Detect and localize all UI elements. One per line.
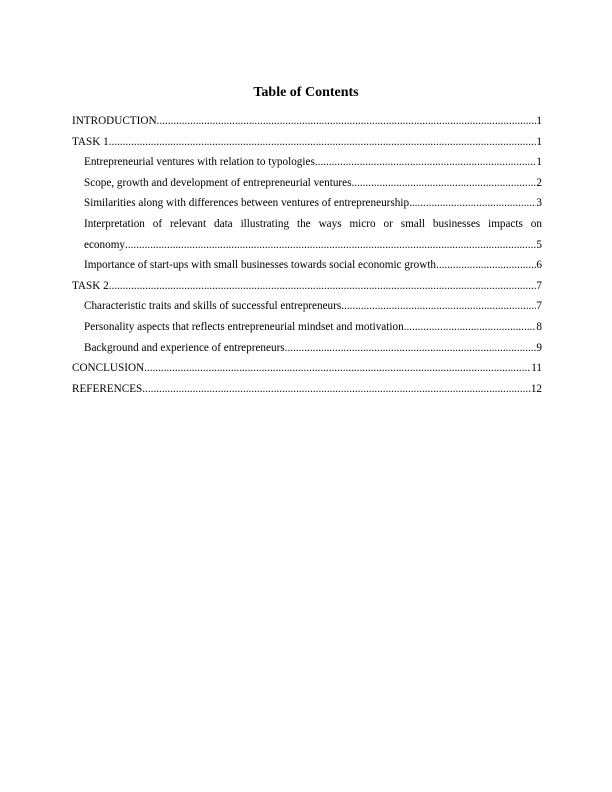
toc-dot-leader bbox=[109, 276, 537, 297]
toc-dot-leader bbox=[109, 132, 537, 153]
toc-page-number: 5 bbox=[536, 238, 542, 251]
toc-entry-ventures-typologies[interactable] bbox=[72, 152, 542, 173]
toc-list bbox=[72, 111, 542, 399]
toc-page-number: 12 bbox=[530, 382, 542, 395]
toc-dot-leader bbox=[351, 173, 536, 194]
toc-dot-leader bbox=[142, 379, 531, 400]
toc-entry-startups-importance[interactable] bbox=[72, 255, 542, 276]
toc-page-number: 1 bbox=[536, 135, 542, 148]
toc-dot-leader bbox=[409, 193, 536, 214]
toc-page-number: 1 bbox=[536, 115, 542, 127]
toc-entry-introduction[interactable] bbox=[72, 111, 542, 132]
toc-dot-leader bbox=[157, 111, 537, 132]
toc-entry-label: Personality aspects that reflects entrepreneurial mindset and motivation bbox=[84, 320, 404, 333]
toc-entry-label: INTRODUCTION bbox=[72, 115, 157, 127]
toc-entry-label: Entrepreneurial ventures with relation to typologies bbox=[84, 156, 315, 169]
toc-entry-interpretation-line1[interactable] bbox=[72, 214, 542, 235]
toc-page-number: 7 bbox=[536, 279, 542, 292]
toc-entry-references[interactable] bbox=[72, 379, 542, 400]
toc-entry-scope-growth[interactable] bbox=[72, 173, 542, 194]
toc-dot-leader bbox=[315, 152, 537, 173]
toc-entry-label: Background and experience of entrepreneurs bbox=[84, 341, 285, 354]
toc-page-number: 2 bbox=[536, 176, 542, 189]
toc-page-number: 11 bbox=[531, 362, 542, 375]
toc-dot-leader bbox=[436, 255, 536, 276]
toc-entry-conclusion[interactable] bbox=[72, 358, 542, 379]
toc-dot-leader bbox=[341, 296, 536, 317]
toc-entry-label: CONCLUSION bbox=[72, 362, 145, 375]
toc-entry-task-2[interactable] bbox=[72, 276, 542, 297]
toc-entry-personality-aspects[interactable] bbox=[72, 317, 542, 338]
toc-entry-label: Scope, growth and development of entrepreneurial ventures bbox=[84, 176, 352, 189]
toc-entry-traits-skills[interactable] bbox=[72, 296, 542, 317]
toc-dot-leader bbox=[144, 358, 531, 379]
toc-entry-label: TASK 2 bbox=[72, 279, 109, 292]
toc-entry-label: TASK 1 bbox=[72, 135, 109, 148]
toc-dot-leader bbox=[125, 235, 536, 256]
toc-entry-background-experience[interactable] bbox=[72, 338, 542, 359]
toc-page-number: 7 bbox=[536, 300, 542, 313]
toc-page-number: 8 bbox=[536, 320, 542, 333]
toc-entry-interpretation-line2[interactable] bbox=[72, 235, 542, 256]
toc-page-number: 9 bbox=[536, 341, 542, 354]
toc-entry-label: Importance of start-ups with small businesses towards social economic growth bbox=[84, 259, 437, 272]
toc-dot-leader bbox=[404, 317, 537, 338]
toc-entry-similarities-differences[interactable] bbox=[72, 193, 542, 214]
toc-entry-task-1[interactable] bbox=[72, 132, 542, 153]
toc-title: Table of Contents bbox=[253, 85, 359, 100]
toc-page-number: 1 bbox=[536, 156, 542, 169]
toc-entry-label: REFERENCES bbox=[72, 382, 143, 395]
toc-entry-label: Characteristic traits and skills of successful entrepreneurs bbox=[84, 300, 342, 313]
toc-entry-label: Interpretation of relevant data illustrating the ways micro or small businesses impacts on bbox=[84, 217, 542, 230]
toc-entry-label: economy bbox=[84, 238, 126, 251]
toc-page-number: 3 bbox=[536, 197, 542, 210]
toc-page-number: 6 bbox=[536, 259, 542, 272]
toc-dot-leader bbox=[285, 338, 537, 359]
toc-entry-label: Similarities along with differences between ventures of entrepreneurship bbox=[84, 197, 410, 210]
